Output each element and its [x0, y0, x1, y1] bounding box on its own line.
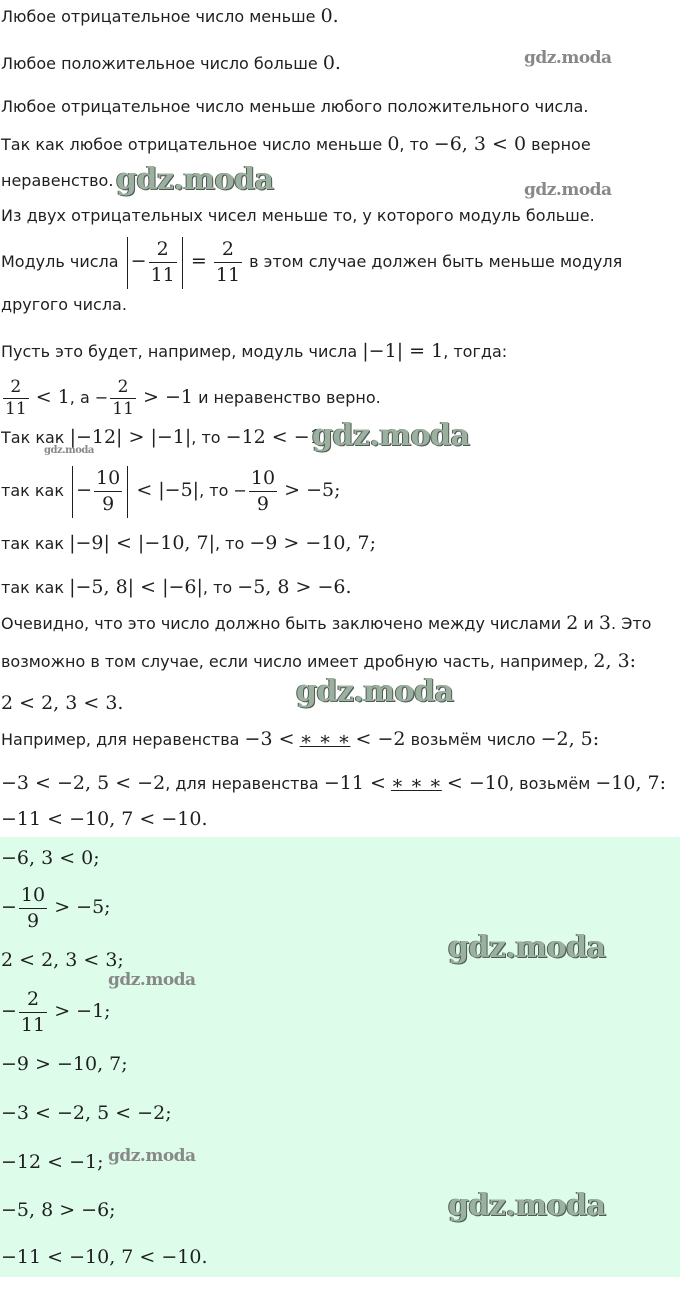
line-text: Модуль числа	[1, 252, 119, 271]
numerator: 2	[3, 377, 29, 399]
text-line-1	[1, 5, 339, 28]
math: < |−5|	[136, 479, 200, 501]
denominator: 11	[112, 399, 134, 419]
line-text: Любое отрицательное число меньше любого положительного числа.	[1, 97, 589, 116]
text-line-15	[1, 612, 651, 635]
line-text: , то −	[199, 481, 247, 500]
math: 2 < 2, 3 < 3.	[1, 692, 124, 714]
answer-line-1: −6, 3 < 0;	[1, 847, 100, 869]
denominator: 9	[256, 493, 270, 515]
numerator: 10	[94, 466, 122, 492]
math: < −10	[446, 772, 509, 794]
denominator: 9	[26, 910, 40, 932]
text-line-8	[1, 294, 127, 316]
answer-line-9: −11 < −10, 7 < −10.	[1, 1246, 208, 1268]
fraction-2-11	[214, 237, 242, 288]
answer-line-4	[1, 985, 111, 1038]
abs-bar	[182, 237, 183, 289]
math: =	[190, 250, 207, 272]
line-text: Из двух отрицательных чисел меньше то, у которого модуль больше.	[1, 206, 595, 225]
line-text: возьмём число	[410, 730, 536, 749]
line-text: , то	[399, 135, 429, 154]
text-line-7	[1, 234, 622, 289]
line-text: Например, для неравенства	[1, 730, 240, 749]
line-text: , тогда:	[443, 342, 508, 361]
watermark: gdz.moda	[524, 180, 612, 200]
line-text: . Это	[611, 614, 652, 633]
text-line-9	[1, 340, 507, 363]
fraction-2-11	[3, 377, 29, 420]
answer-line-8: −5, 8 > −6;	[1, 1199, 116, 1221]
numerator: 2	[19, 987, 47, 1013]
numerator: 2	[110, 377, 136, 399]
math: −11 <	[323, 772, 386, 794]
line-text: Так как	[1, 428, 65, 447]
answer-line-6: −3 < −2, 5 < −2;	[1, 1102, 172, 1124]
denominator: 9	[102, 493, 115, 515]
math: −	[76, 479, 93, 501]
math: 0.	[320, 5, 339, 27]
math: −12 < −1;	[225, 426, 329, 448]
math: 0.	[322, 52, 341, 74]
math: < 1	[35, 386, 70, 408]
abs-bar	[127, 237, 128, 289]
math: −10, 7:	[595, 772, 667, 794]
math: > −1;	[54, 1000, 111, 1022]
watermark: gdz.moda	[108, 1146, 196, 1166]
fraction-10-9	[249, 466, 277, 517]
math: −6, 3 < 0	[433, 133, 527, 155]
math: > −5;	[284, 479, 341, 501]
fraction-2-11	[19, 987, 47, 1038]
line-text: так как	[1, 481, 65, 500]
denominator: 11	[20, 1014, 46, 1036]
math: −	[130, 250, 147, 272]
text-line-6	[1, 205, 595, 227]
placeholder-stars: ∗ ∗ ∗	[390, 772, 442, 794]
text-line-3	[1, 96, 588, 118]
watermark: gdz.moda	[524, 48, 612, 68]
line-text: Так как любое отрицательное число меньше	[1, 135, 383, 154]
denominator: 11	[150, 264, 175, 286]
denominator: 11	[5, 399, 27, 419]
watermark: gdz.moda	[108, 970, 196, 990]
answer-line-2	[1, 881, 111, 934]
line-text: Очевидно, что это число должно быть заключено между числами	[1, 614, 562, 633]
numerator: 10	[19, 883, 47, 909]
placeholder-stars: ∗ ∗ ∗	[299, 728, 351, 750]
watermark: gdz.moda	[44, 445, 94, 456]
text-line-17	[1, 692, 123, 715]
abs-bar	[72, 466, 73, 518]
numerator: 2	[214, 237, 242, 263]
math: −3 < −2, 5 < −2	[1, 772, 166, 794]
math: −	[1, 1000, 17, 1022]
line-text: и неравенство верно.	[198, 388, 381, 407]
fraction-2-11	[110, 377, 136, 420]
math: −11 < −10, 7 < −10.	[1, 808, 208, 830]
math: 2	[566, 612, 579, 634]
denominator: 11	[215, 264, 241, 286]
line-text: и	[583, 614, 594, 633]
answer-line-7: −12 < −1;	[1, 1151, 104, 1173]
line-text: , то	[215, 534, 245, 553]
math: |−5, 8| < |−6|	[69, 576, 203, 598]
line-text: неравенство.	[1, 171, 114, 190]
answer-line-5: −9 > −10, 7;	[1, 1053, 128, 1075]
math: |−1| = 1	[362, 340, 444, 362]
math: < −2	[355, 728, 406, 750]
watermark: gdz.moda	[312, 418, 470, 453]
line-text: Любое положительное число больше	[1, 54, 318, 73]
text-line-12	[1, 462, 341, 519]
watermark: gdz.moda	[116, 162, 274, 197]
math: 2, 3:	[593, 650, 637, 672]
math: |−9| < |−10, 7|	[69, 532, 215, 554]
numerator: 10	[249, 466, 277, 492]
line-text: так как	[1, 534, 65, 553]
text-line-16	[1, 650, 636, 673]
math: −5, 8 > −6.	[237, 576, 352, 598]
line-text: Пусть это будет, например, модуль числа	[1, 342, 358, 361]
text-line-10	[1, 372, 381, 423]
text-line-5	[1, 170, 113, 192]
line-text: так как	[1, 578, 65, 597]
fraction-2-11	[149, 237, 177, 288]
math: > −5;	[54, 896, 111, 918]
math: 0	[387, 133, 400, 155]
line-text: , а −	[69, 388, 109, 407]
text-line-19	[1, 772, 666, 795]
math: > −1	[143, 386, 193, 408]
math: −9 > −10, 7;	[249, 532, 377, 554]
watermark: gdz.moda	[296, 674, 454, 709]
text-line-4	[1, 133, 591, 156]
fraction-10-9	[19, 883, 47, 934]
math: −	[1, 896, 17, 918]
line-text: Любое отрицательное число меньше	[1, 7, 316, 26]
line-text: , для неравенства	[165, 774, 319, 793]
numerator: 2	[149, 237, 177, 263]
math: −3 <	[244, 728, 295, 750]
line-text: , то	[191, 428, 221, 447]
line-text: , то	[202, 578, 233, 597]
answer-line-3: 2 < 2, 3 < 3;	[1, 949, 124, 971]
line-text: возможно в том случае, если число имеет дробную часть, например,	[1, 652, 589, 671]
watermark: gdz.moda	[448, 930, 606, 965]
math: 3	[598, 612, 612, 634]
line-text: в этом случае должен быть меньше модуля	[249, 252, 623, 271]
text-line-2	[1, 52, 341, 75]
text-line-20	[1, 808, 208, 831]
fraction-10-9	[94, 466, 122, 517]
math: −2, 5:	[540, 728, 600, 750]
math: |−12| > |−1|	[69, 426, 192, 448]
line-text: , возьмём	[508, 774, 591, 793]
watermark: gdz.moda	[448, 1188, 606, 1223]
text-line-13	[1, 532, 376, 555]
text-line-18	[1, 728, 599, 751]
abs-bar	[127, 466, 128, 518]
line-text: верное	[531, 135, 591, 154]
text-line-14	[1, 576, 352, 599]
line-text: другого числа.	[1, 295, 127, 314]
